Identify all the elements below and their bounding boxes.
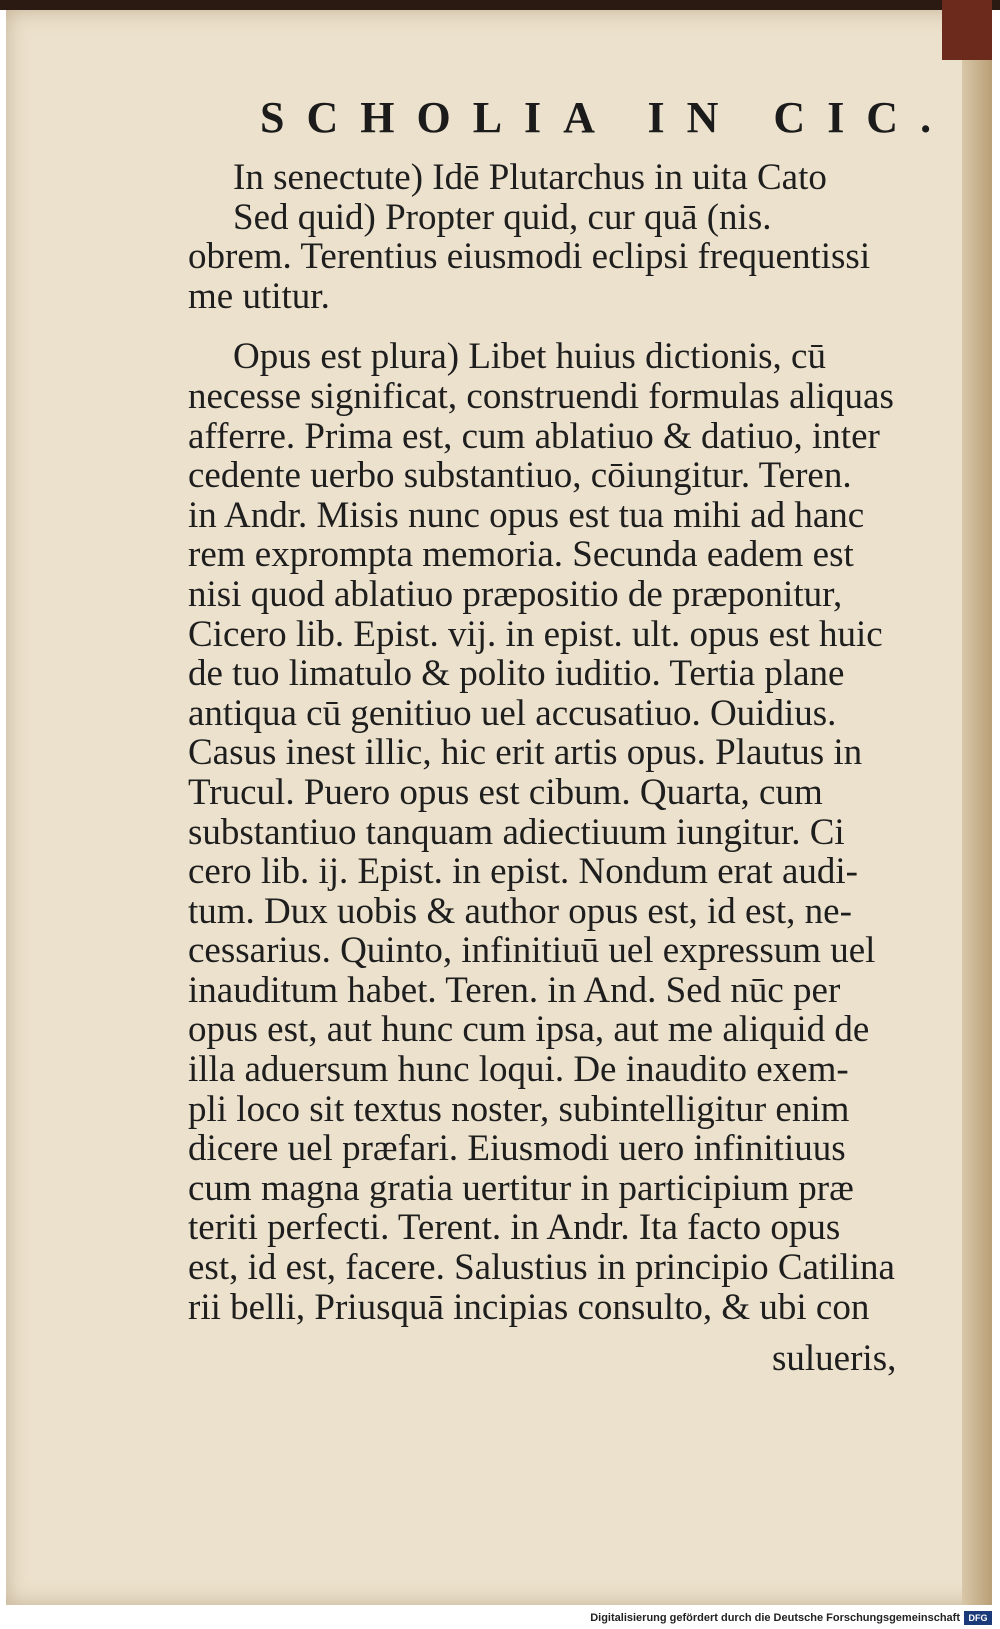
text-line: rii belli, Priusquā incipias consulto, & ubi con	[188, 1286, 870, 1328]
text-line: teriti perfecti. Terent. in Andr. Ita facto opus	[188, 1207, 841, 1249]
text-line: rem exprompta memoria. Secunda eadem est	[188, 534, 854, 576]
text-line: pli loco sit textus noster, subintelligitur enim	[188, 1088, 850, 1130]
text-line: inauditum habet. Teren. in And. Sed nūc per	[188, 969, 841, 1011]
catchword: sulueris,	[772, 1338, 897, 1379]
text-line: Sed quid) Propter quid, cur quā (nis.	[233, 196, 772, 238]
text-line: nisi quod ablatiuo præpositio de præponitur,	[188, 573, 843, 615]
text-line: Trucul. Puero opus est cibum. Quarta, cum	[188, 771, 823, 813]
text-line: necesse significat, construendi formulas aliquas	[188, 375, 894, 417]
page-edge	[962, 10, 992, 1605]
text-line: in Andr. Misis nunc opus est tua mihi ad hanc	[188, 494, 865, 536]
text-line: cessarius. Quinto, infinitiuū uel expressum uel	[188, 930, 876, 972]
text-line: Opus est plura) Libet huius dictionis, cū	[233, 336, 826, 378]
book-spine-strip	[0, 0, 1000, 10]
running-head: SCHOLIA IN CIC.	[260, 93, 954, 142]
text-line: cum magna gratia uertitur in participium præ	[188, 1167, 854, 1209]
text-line: Casus inest illic, hic erit artis opus. Plautus in	[188, 732, 863, 774]
text-line: opus est, aut hunc cum ipsa, aut me aliquid de	[188, 1009, 870, 1051]
text-line: de tuo limatulo & polito iuditio. Tertia plane	[188, 653, 845, 695]
text-line: antiqua cū genitiuo uel accusatiuo. Ouidius.	[188, 692, 837, 734]
text-line: In senectute) Idē Plutarchus in uita Cato	[233, 157, 827, 198]
text-line: afferre. Prima est, cum ablatiuo & datiuo, inter	[188, 415, 880, 457]
dfg-logo-icon: DFG	[964, 1611, 992, 1625]
binding-corner	[942, 0, 992, 60]
text-line: illa aduersum hunc loqui. De inaudito exem-	[188, 1049, 849, 1091]
text-line: Cicero lib. Epist. vij. in epist. ult. opus est huic	[188, 613, 883, 655]
text-line: dicere uel præfari. Eiusmodi uero infinitiuus	[188, 1128, 846, 1170]
text-line: tum. Dux uobis & author opus est, id est, ne-	[188, 890, 852, 932]
text-line: me utitur.	[188, 275, 330, 317]
text-line: cero lib. ij. Epist. in epist. Nondum erat audi-	[188, 851, 858, 893]
text-line: obrem. Terentius eiusmodi eclipsi frequentissi	[188, 236, 871, 278]
digitization-credit: Digitalisierung gefördert durch die Deutsche Forschungsgemeinschaft	[590, 1612, 960, 1624]
text-line: cedente uerbo substantiuo, cōiungitur. Teren.	[188, 455, 852, 497]
text-block	[188, 158, 928, 1327]
text-line: substantiuo tanquam adiectiuum iungitur. Ci	[188, 811, 845, 853]
text-line: est, id est, facere. Salustius in principio Catilina	[188, 1247, 895, 1289]
